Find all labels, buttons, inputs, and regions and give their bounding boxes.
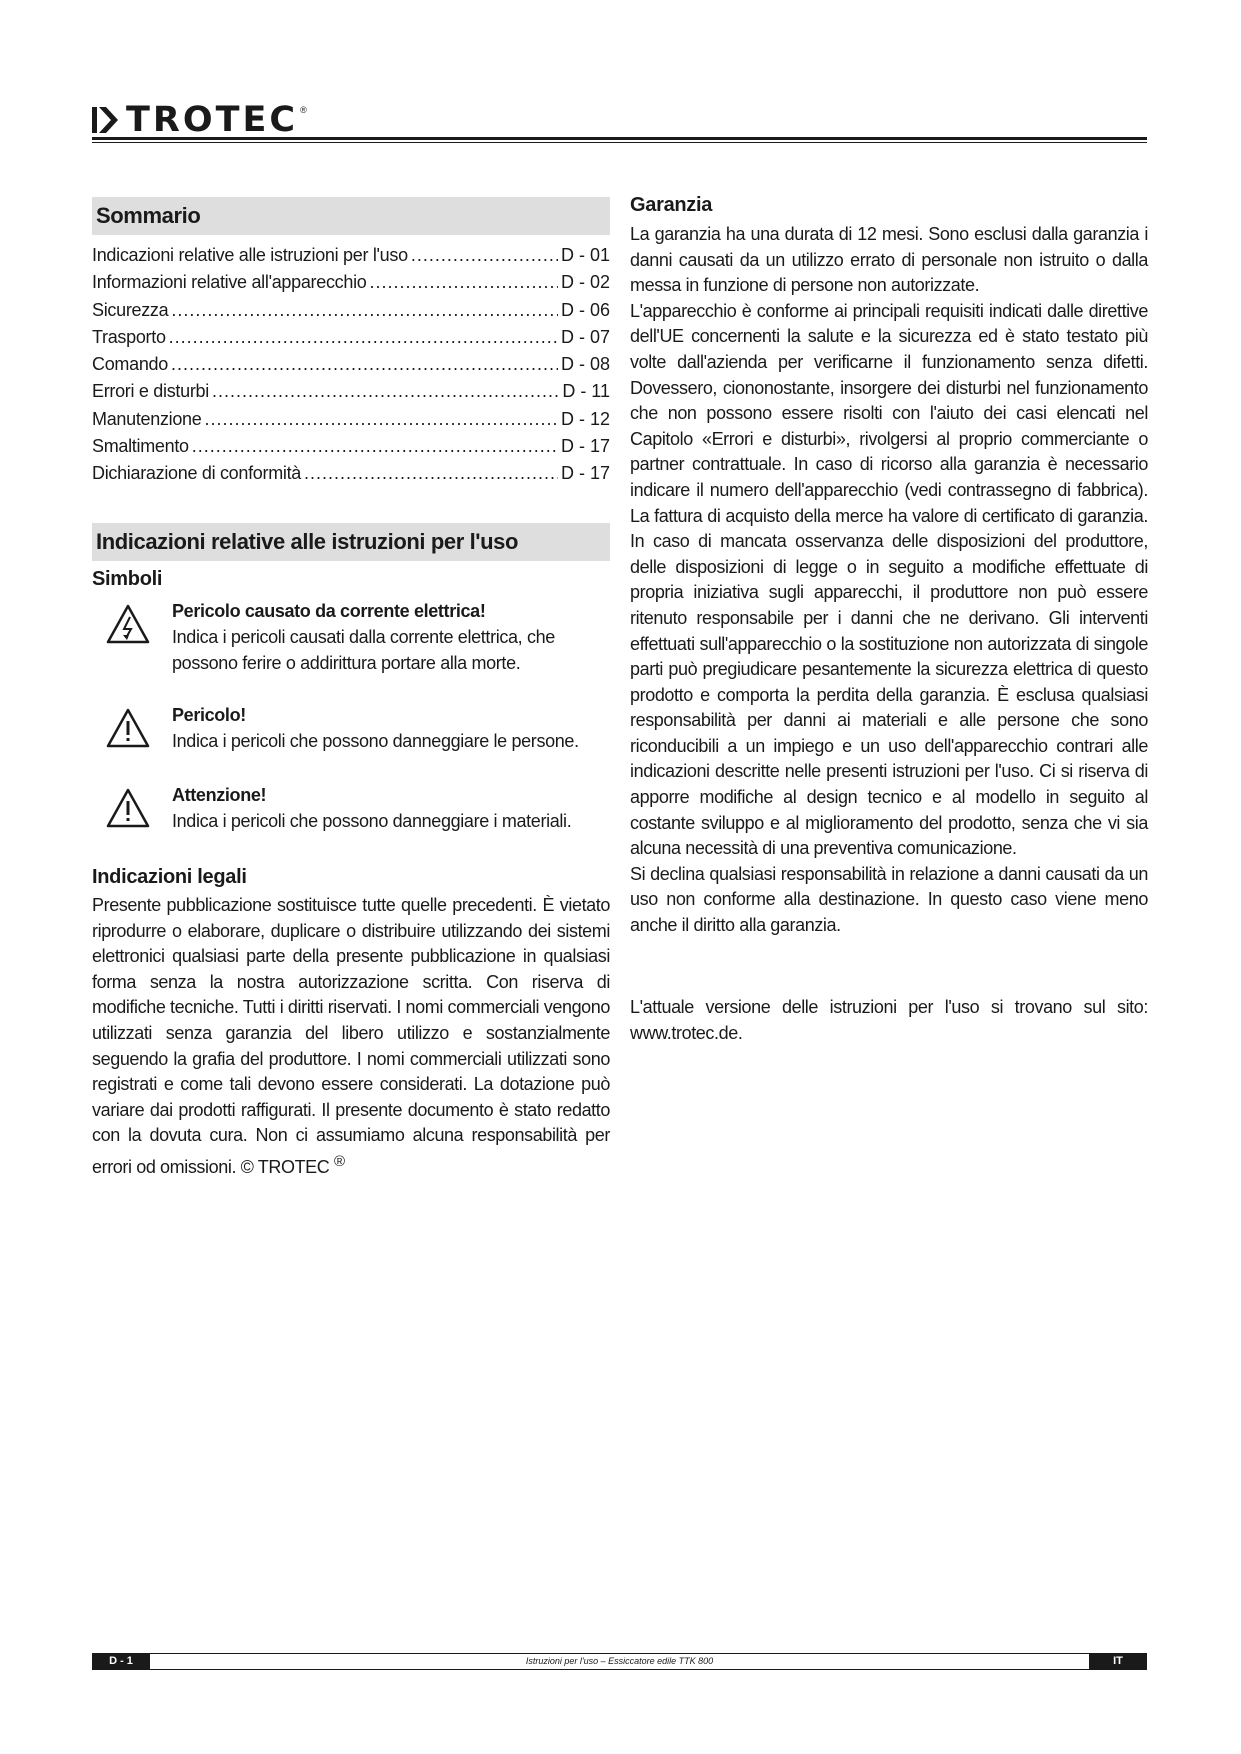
page-footer — [92, 1653, 1147, 1670]
toc-entry-page: D - 12 — [560, 408, 610, 429]
symbol-danger — [92, 702, 610, 772]
symbol-description: Indica i pericoli che possono danneggiare i materiali. — [172, 811, 572, 831]
symbol-electric — [92, 598, 610, 673]
toc-entry[interactable] — [92, 297, 610, 324]
toc-entry-label: Dichiarazione di conformità — [92, 463, 301, 484]
symbol-title: Attenzione! — [172, 785, 267, 805]
legal-body: Presente pubblicazione sostituisce tutte quelle precedenti. È vietato riprodurre o elaborare, duplicare o distribuire utilizzando dei sistemi elettronici qualsiasi parte della presente pubblicazione in qualsiasi forma senza la nostra autorizzazione scritta. Con riserva di modifiche tecniche. Tutti i diritti riservati. I nomi commerciali vengono utilizzati senza garanzia del libero utilizzo e sostanzialmente seguendo la grafia del produttore. I nomi commerciali utilizzati sono registrati e come tali devono essere considerati. La dotazione può variare dai prodotti raffigurati. Il presente documento è stato redatto con la dovuta cura. Non ci assumiamo alcuna responsabilità per errori od omissioni. © TROTEC — [92, 895, 611, 1177]
toc-leader-dots — [369, 269, 557, 296]
toc-leader-dots — [171, 351, 558, 378]
toc-entry[interactable] — [92, 378, 610, 405]
toc-leader-dots — [169, 324, 558, 351]
toc-entry-label: Informazioni relative all'apparecchio — [92, 272, 367, 293]
instructions-title: Indicazioni relative alle istruzioni per l'uso — [92, 523, 610, 561]
warranty-heading: Garanzia — [630, 194, 713, 216]
header-rule — [92, 137, 1147, 140]
warranty-paragraph: L'apparecchio è conforme ai principali requisiti indicati dalle direttive dell'UE concernenti la salute e la sicurezza ed è stato testato più volte dall'azienda per verificarne il funzionamento senza difetti. Dovessero, ciononostante, insorgere dei disturbi nel funzionamento che non possono essere risolti con l'aiuto dei casi elencati nel Capitolo «Errori e disturbi», rivolgersi al proprio commerciante o partner contrattuale. In caso di ricorso alla garanzia è necessario indicare il numero dell'apparecchio (vedi contrassegno di fabbrica). La fattura di acquisto della merce ha valore di certificato di garanzia. In caso di mancata osservanza delle disposizioni del produttore, delle disposizioni di legge o in seguito a modifiche effettuate di propria iniziativa sugli apparecchi, il produttore non può essere ritenuto responsabile per i danni che ne derivano. Gli interventi effettuati sull'apparecchio o la sostituzione non autorizzata di singole parti può pregiudicare pesantemente la sicurezza elettrica di questo prodotto e comporta la perdita della garanzia. È esclusa qualsiasi responsabilità per danni ai materiali e alle persone che sono riconducibili a un impiego e un uso dell'apparecchio contrari alle indicazioni descritte nelle presenti istruzioni per l'uso. Ci si riserva di apporre modifiche al design tecnico e al modello in seguito al costante sviluppo e al miglioramento del prodotto, senza che vi sia alcuna necessità di una preventiva comunicazione. — [630, 300, 1148, 859]
document-title: Istruzioni per l'uso – Essiccatore edile TTK 800 — [525, 1656, 714, 1666]
symbol-description: Indica i pericoli causati dalla corrente elettrica, che possono ferire o addirittura portare alla morte. — [172, 627, 555, 673]
legal-heading: Indicazioni legali — [92, 866, 247, 888]
warranty-paragraph: Si declina qualsiasi responsabilità in relazione a danni causati da un uso non conforme alla destinazione. In questo caso viene meno anche il diritto alla garanzia. — [630, 863, 1148, 936]
toc-leader-dots — [212, 378, 559, 405]
toc-entry-label: Comando — [92, 354, 168, 375]
toc-entry-label: Trasporto — [92, 326, 166, 347]
warning-icon — [106, 788, 150, 828]
warning-icon — [106, 708, 150, 748]
symbol-caution — [92, 782, 610, 852]
warranty-text — [630, 222, 1148, 939]
toc-entry-label: Errori e disturbi — [92, 381, 209, 402]
toc-entry-label: Manutenzione — [92, 408, 202, 429]
trotec-logo-icon — [92, 105, 122, 135]
language-code: IT — [1089, 1654, 1147, 1669]
toc-entry-label: Smaltimento — [92, 436, 189, 457]
toc-entry[interactable] — [92, 460, 610, 487]
legal-text — [92, 893, 610, 1181]
symbol-title: Pericolo! — [172, 705, 246, 725]
toc-entry-page: D - 01 — [560, 245, 610, 265]
toc-entry[interactable] — [92, 433, 610, 460]
toc-entry-page: D - 17 — [560, 463, 610, 484]
toc-entry-page: D - 08 — [560, 354, 610, 375]
header-rule-thin — [92, 142, 1147, 143]
symbol-title: Pericolo causato da corrente elettrica! — [172, 601, 486, 621]
page-number: D - 1 — [92, 1654, 150, 1669]
registered-mark: ® — [300, 105, 307, 115]
toc-entry[interactable] — [92, 324, 610, 351]
toc-entry-page: D - 11 — [562, 381, 610, 402]
toc-leader-dots — [192, 433, 558, 460]
toc-leader-dots — [411, 242, 558, 269]
toc-entry-label: Sicurezza — [92, 299, 169, 320]
toc-entry[interactable] — [92, 269, 610, 296]
symbols-heading: Simboli — [92, 568, 163, 590]
table-of-contents — [92, 242, 610, 488]
symbol-description: Indica i pericoli che possono danneggiare le persone. — [172, 731, 579, 751]
toc-entry-label: Indicazioni relative alle istruzioni per l'uso — [92, 245, 408, 265]
warranty-paragraph: La garanzia ha una durata di 12 mesi. Sono esclusi dalla garanzia i danni causati da un utilizzo errato di personale non istruito o dalla messa in funzione di persone non autorizzate. — [630, 224, 1148, 296]
toc-entry-page: D - 02 — [560, 272, 610, 293]
brand-name: TROTEC — [126, 100, 299, 140]
toc-entry[interactable] — [92, 406, 610, 433]
toc-entry-page: D - 07 — [560, 326, 610, 347]
toc-leader-dots — [171, 297, 558, 324]
toc-title: Sommario — [92, 197, 610, 235]
legal-registered-mark: ® — [334, 1152, 345, 1170]
trotec-logo — [92, 100, 307, 140]
toc-entry-page: D - 17 — [560, 436, 610, 457]
online-version-note: L'attuale versione delle istruzioni per l'uso si trovano sul sito: www.trotec.de. — [630, 997, 1148, 1043]
toc-entry-page: D - 06 — [560, 299, 610, 320]
toc-entry[interactable] — [92, 242, 610, 269]
toc-leader-dots — [204, 406, 557, 433]
toc-leader-dots — [304, 460, 558, 487]
electric-hazard-icon — [106, 604, 150, 644]
toc-entry[interactable] — [92, 351, 610, 378]
